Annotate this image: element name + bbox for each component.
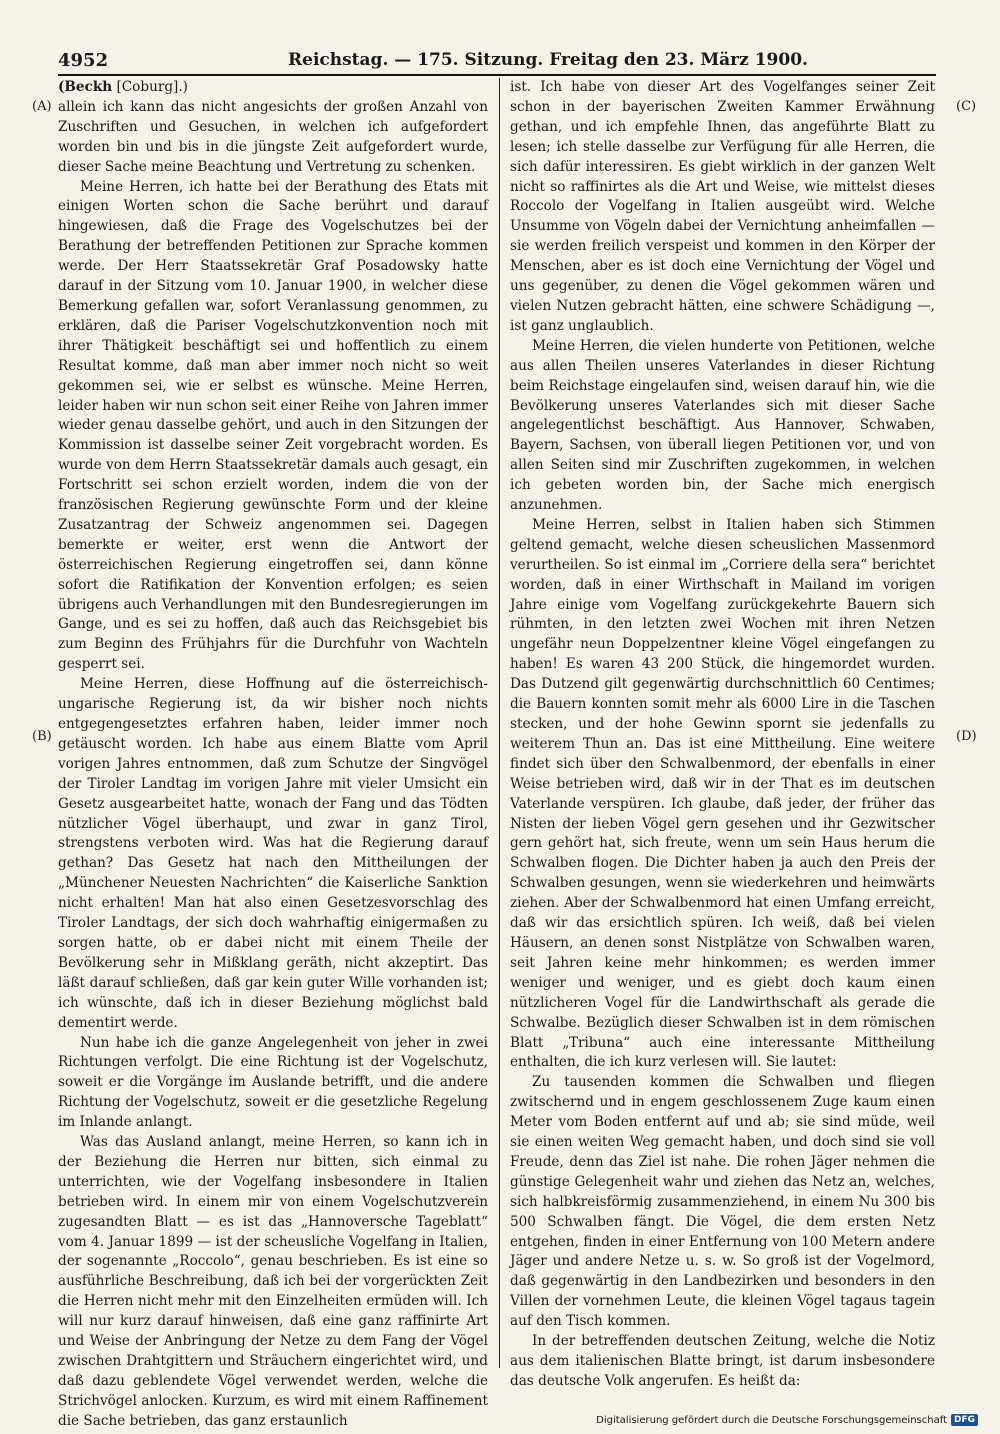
footer-text: Digitalisierung gefördert durch die Deutsche Forschungsgemeinschaft <box>596 1414 947 1426</box>
paragraph: allein ich kann das nicht angesichts der großen Anzahl von Zuschriften und Gesuchen, in welchen ich aufgefordert worden bin und bis in die jüngste Zeit aufgefordert wurde, dieser Sache meine Beachtung und Vertretung zu schenken. <box>58 98 488 175</box>
page-header <box>58 46 936 74</box>
column-divider <box>499 78 500 1368</box>
paragraph: ist. Ich habe von dieser Art des Vogelfanges seiner Zeit schon in der bayerischen Zweiten Kammer Erwähnung gethan, und ich empfehle Ihnen, das angeführte Blatt zu lesen; ich stelle dasselbe zur Verfügung für alle Herren, die sich dafür interessiren. Es giebt wirklich in der ganzen Welt nicht so raffinirtes als die Art und Weise, wie mittelst dieses Roccolo der Vogelfang in Italien ausgeübt wird. Welche Unsumme von Vögeln dabei der Vernichtung anheimfallen — sie werden freilich verspeist und kommen in den Körper der Menschen, aber es ist doch eine Vernichtung der Vögel und uns gegenüber, zu denen die Vögel gekommen wären und vielen Nutzen gebracht hätten, eine schwere Schädigung —, ist ganz unglaublich. <box>510 79 935 334</box>
digitization-footer <box>596 1414 978 1426</box>
speaker-line <box>58 78 488 98</box>
running-title: Reichstag. — 175. Sitzung. Freitag den 23. März 1900. <box>288 50 808 70</box>
speaker-name: (Beckh <box>58 79 113 95</box>
paragraph: Meine Herren, ich hatte bei der Berathung des Etats mit einigen Worten schon die Sache berührt und darauf hingewiesen, daß die Frage des Vogelschutzes bei der Berathung der betreffenden Petitionen zur Sprache kommen werde. Der Herr Staatssekretär Graf Posadowsky hatte darauf in der Sitzung vom 10. Januar 1900, in welcher diese Bemerkung gefallen war, sofort Veranlassung genommen, zu erklären, daß die Pariser Vogelschutzkonvention noch mit ihrer Thätigkeit beschäftigt sei und hoffentlich zu einem Resultat komme, daß man aber immer noch nicht so weit gekommen sei, wie er selbst es wünsche. Meine Herren, leider haben wir nun schon seit einer Reihe von Jahren immer wieder genau dasselbe gehört, und auch in den Sitzungen der Kommission ist dasselbe seiner Zeit vorgebracht worden. Es wurde von dem Herrn Staatssekretär damals auch gesagt, ein Fortschritt sei schon erzielt worden, indem die von der französischen Regierung gewünschte Form und der kleine Zusatzantrag der Schweiz angenommen sei. Dagegen bemerkte er weiter, erst wenn die Antwort der österreichischen Regierung eingetroffen sei, dann könne sofort die Ratifikation der Konvention erfolgen; es seien übrigens auch Verhandlungen mit den Bundesregierungen im Gange, und es sei zu hoffen, daß auch das Reichsgebiet bis zum Beginn des Frühjahrs für die Durchfuhr von Wachteln gesperrt sei. <box>58 178 488 673</box>
paragraph: Meine Herren, selbst in Italien haben sich Stimmen geltend gemacht, welche diesen scheuslichen Massenmord verurtheilen. So ist einmal im „Corriere della sera“ berichtet worden, daß in einer Wirthschaft in Mailand im vorigen Jahre einige vom Vogelfang zurückgekehrte Bauern sich rühmten, in den letzten zwei Wochen mit ihren Netzen ungefähr neun Doppelzentner kleine Vögel eingefangen zu haben! Es waren 43 200 Stück, die hingemordet wurden. Das Dutzend gilt gegenwärtig durchschnittlich 60 Centimes; die Bauern konnten somit mehr als 6000 Lire in die Taschen stecken, und der hohe Gewinn spornt sie jedenfalls zu weiterem Thun an. Das ist eine Mittheilung. Eine weitere findet sich über den Schwalbenmord, der ebenfalls in einer Weise betrieben wird, daß wir in der That es im deutschen Vaterlande verspüren. Ich glaube, daß jeder, der früher das Nisten der lieben Vögel gern gesehen und ihr Gezwitscher gern gehört hat, sich freute, wenn um sein Haus herum die Schwalben flogen. Die Dichter haben ja auch den Preis der Schwalben gesungen, wenn sie wiederkehren und heimwärts ziehen. Aber der Schwalbenmord hat einen Umfang erreicht, daß wir das ersichtlich spüren. Ich weiß, daß bei vielen Häusern, an denen sonst Nistplätze von Schwalben waren, seit Jahren keine mehr hinkommen; es werden immer weniger und weniger, und es giebt doch kaum einen nützlicheren Vogel für die Landwirthschaft als gerade die Schwalbe. Bezüglich dieser Schwalben ist in dem römischen Blatt „Tribuna“ auch eine interessante Mittheilung enthalten, die ich kurz verlesen will. Sie lautet: <box>510 516 935 1071</box>
margin-marker-d: (D) <box>956 729 977 744</box>
paragraph: In der betreffenden deutschen Zeitung, welche die Notiz aus dem italienischen Blatte bringt, ist darum insbesondere das deutsche Volk angerufen. Es heißt da: <box>510 1333 935 1389</box>
margin-marker-c: (C) <box>956 99 977 114</box>
paragraph: Meine Herren, die vielen hunderte von Petitionen, welche aus allen Theilen unseres Vaterlandes in dieser Richtung beim Reichstage eingelaufen sind, weisen darauf hin, wie die Bevölkerung unseres Vaterlandes sich mit dieser Sache angelegentlichst beschäftigt. Aus Hannover, Schwaben, Bayern, Sachsen, von überall liegen Petitionen vor, und von allen Seiten sind mir Zuschriften zugekommen, in welchen ich gebeten worden bin, der Sache mich energisch anzunehmen. <box>510 337 935 514</box>
block-quote: Zu tausenden kommen die Schwalben und fliegen zwitschernd und in engem geschlossenem Zuge kaum einen Meter vom Boden entfernt auf und ab; sie sind müde, weil sie einen weiten Weg gemacht haben, und doch sind sie voll Freude, denn das Ziel ist nahe. Die rohen Jäger nehmen die günstige Gelegenheit wahr und ziehen das Netz an, welches, sich halbkreisförmig zusammenziehend, in einem Nu 300 bis 500 Schwalben fängt. Die Vögel, die dem ersten Netz entgehen, finden in einer Entfernung von 100 Metern andere Jäger und andere Netze u. s. w. So groß ist der Vogelmord, daß gegenwärtig in den Landbezirken und besonders in den Villen der vornehmen Leute, die kleinen Vögel tagaus tagein auf den Tisch kommen. <box>510 1074 935 1330</box>
header-rule <box>58 74 936 76</box>
right-column <box>510 78 935 1392</box>
margin-marker-b: (B) <box>32 729 52 744</box>
page-number: 4952 <box>58 50 109 71</box>
left-column <box>58 78 488 1432</box>
paragraph: Nun habe ich die ganze Angelegenheit von jeher in zwei Richtungen verfolgt. Die eine Richtung ist der Vogelschutz, soweit er die Vorgänge im Auslande betrifft, und die andere Richtung der Vogelschutz, soweit er die gesetzliche Regelung im Inlande anlangt. <box>58 1034 488 1131</box>
dfg-logo: DFG <box>951 1414 978 1426</box>
margin-marker-a: (A) <box>32 99 52 114</box>
paragraph: Was das Ausland anlangt, meine Herren, so kann ich in der Beziehung die Herren nur bitten, sich einmal zu unterrichten, wie der Vogelfang insbesondere in Italien betrieben wird. In einem mir von einem Vogelschutzverein zugesandten Blatt — es ist das „Hannoversche Tageblatt“ vom 4. Januar 1899 — ist der scheusliche Vogelfang in Italien, der sogenannte „Roccolo“, genau beschrieben. Es ist eine so ausführliche Beschreibung, daß ich bei der vorgerückten Zeit die Herren nicht mehr mit den Einzelheiten ermüden will. Ich will nur kurz darauf hinweisen, daß eine ganz raffinirte Art und Weise der Anbringung der Netze zu dem Fang der Vögel zwischen Drahtgittern und Sträuchern eingerichtet wird, und daß dazu geblendete Vögel verwendet werden, welche die Strichvögel anlocken. Kurzum, es wird mit einem Raffinement die Sache betrieben, das ganz erstaunlich <box>58 1134 488 1429</box>
paragraph: Meine Herren, diese Hoffnung auf die österreichisch-ungarische Regierung ist, da wir bisher noch nichts entgegengesetztes erfahren haben, leider immer noch getäuscht worden. Ich habe aus einem Blatte vom April vorigen Jahres entnommen, daß zum Schutze der Singvögel der Tiroler Landtag im vorigen Jahre mit vieler Umsicht ein Gesetz ausgearbeitet hatte, wonach der Fang und das Tödten nützlicher Vögel überhaupt, und zwar in ganz Tirol, strengstens verboten wird. Was hat die Regierung darauf gethan? Das Gesetz hat nach den Mittheilungen der „Münchener Neuesten Nachrichten“ die Kaiserliche Sanktion nicht erhalten! Man hat also einen Gesetzesvorschlag des Tiroler Landtags, der sich doch wahrhaftig einigermaßen zu sorgen hatte, ob er dabei nicht mit einem Theile der Bevölkerung sehr in Mißklang geräth, nicht akzeptirt. Das läßt darauf schließen, daß gar kein guter Wille vorhanden ist; ich wünschte, daß ich in dieser Beziehung möglichst bald dementirt werde. <box>58 676 488 1031</box>
speaker-constituency: [Coburg].) <box>112 79 188 95</box>
